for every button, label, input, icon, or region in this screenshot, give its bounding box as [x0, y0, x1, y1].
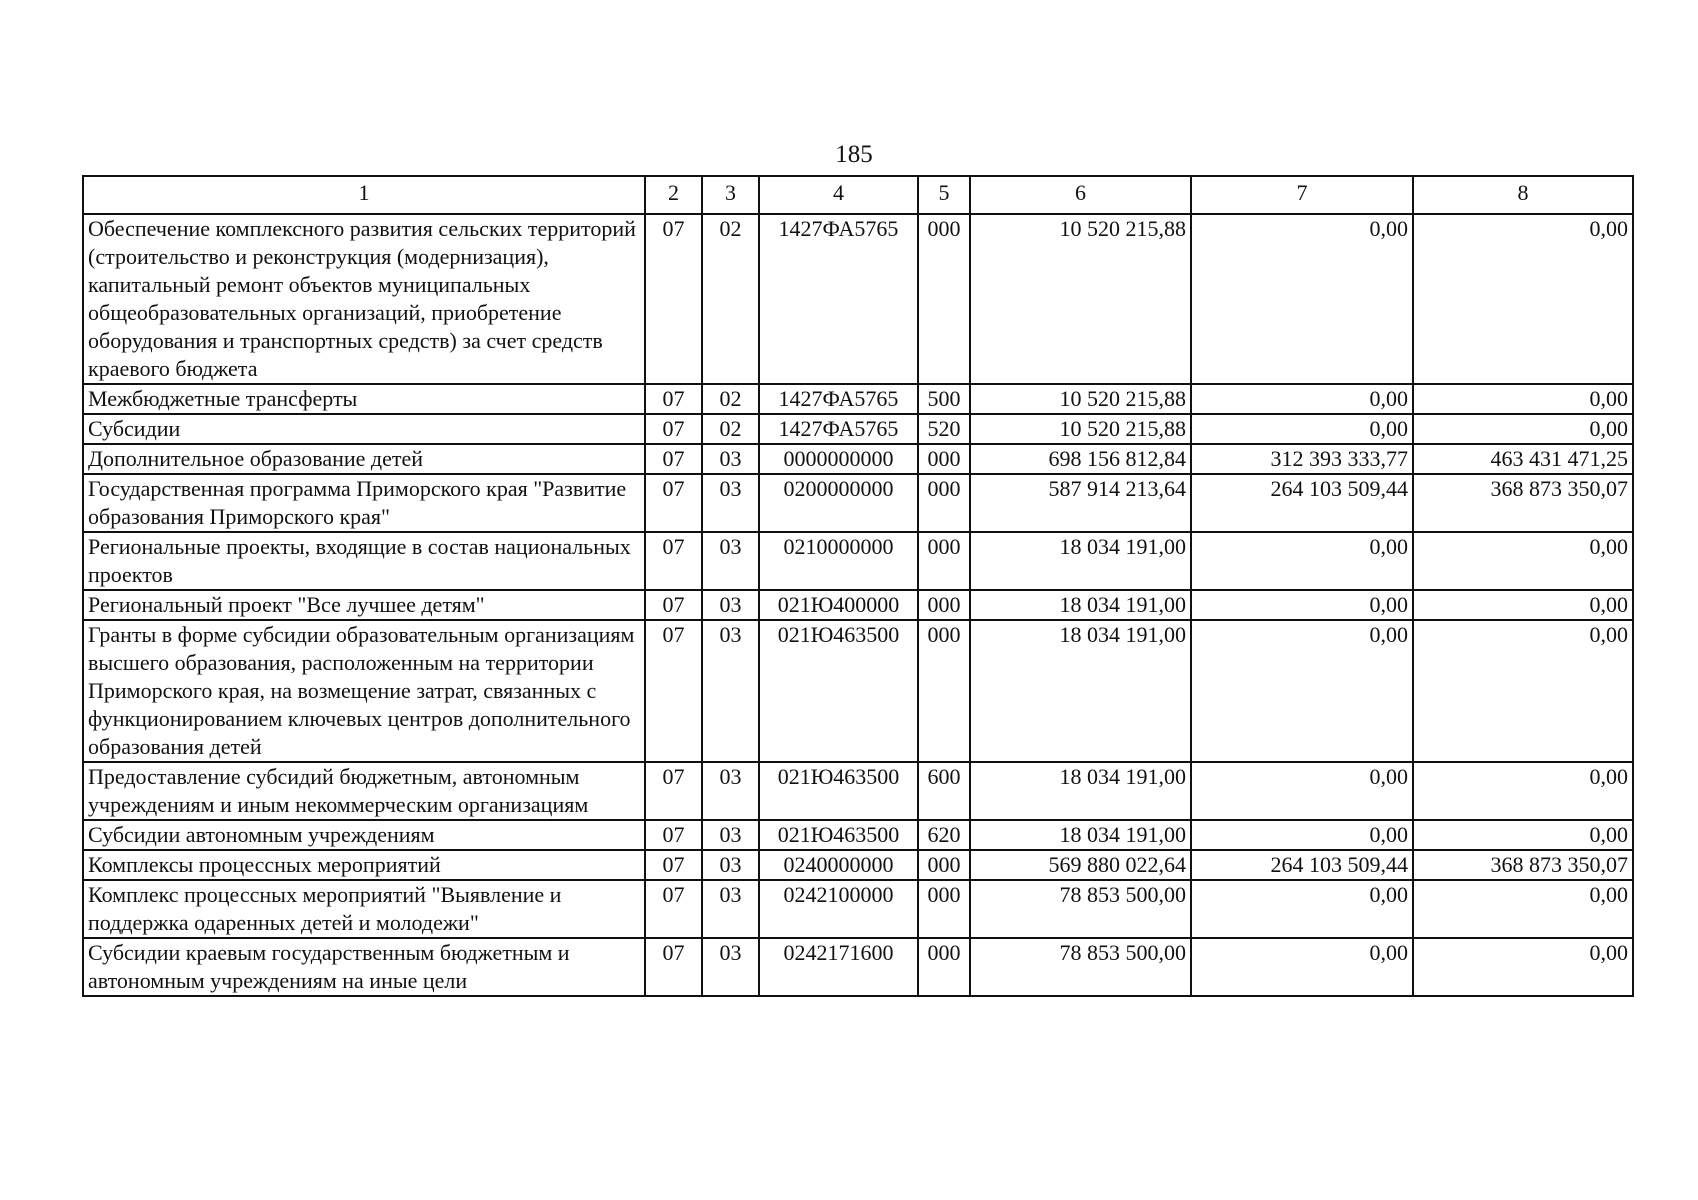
target-article-code: 021Ю463500 — [777, 764, 900, 789]
expense-type-code: 500 — [927, 386, 961, 411]
target-article-code: 0240000000 — [783, 852, 894, 877]
row-name-cell — [83, 850, 645, 880]
row-name: Гранты в форме субсидии образовательным организациям высшего образования, расположенным на территории Приморского края, на возмещение затрат, связанных с функционированием ключевых центров дополнительного образования детей — [88, 622, 635, 759]
amount-col6: 18 034 191,00 — [970, 820, 1191, 850]
section-cell — [645, 880, 702, 938]
target-cell — [759, 820, 918, 850]
amount-col7: 312 393 333,77 — [1191, 444, 1413, 474]
target-article-code: 1427ФА5765 — [778, 386, 899, 411]
amount-col7: 0,00 — [1191, 820, 1413, 850]
target-article-code: 021Ю400000 — [777, 592, 900, 617]
amount-col6: 698 156 812,84 — [970, 444, 1191, 474]
amount-col6: 78 853 500,00 — [970, 938, 1191, 996]
table-row — [83, 850, 1633, 880]
table-row — [83, 880, 1633, 938]
row-name: Государственная программа Приморского края "Развитие образования Приморского края" — [88, 476, 627, 529]
amount-col7: 0,00 — [1191, 590, 1413, 620]
subsection-code: 02 — [719, 416, 742, 441]
row-name-cell — [83, 384, 645, 414]
subsection-cell — [702, 384, 759, 414]
section-code: 07 — [662, 386, 685, 411]
column-header: 4 — [759, 176, 918, 214]
section-code: 07 — [662, 764, 685, 789]
subsection-code: 03 — [719, 534, 742, 559]
section-cell — [645, 214, 702, 384]
row-name-cell — [83, 444, 645, 474]
amount-col7: 264 103 509,44 — [1191, 474, 1413, 532]
target-cell — [759, 850, 918, 880]
amount-col8: 0,00 — [1413, 880, 1633, 938]
expense-type-code: 520 — [927, 416, 961, 441]
target-cell — [759, 620, 918, 762]
amount-col7: 264 103 509,44 — [1191, 850, 1413, 880]
subsection-cell — [702, 532, 759, 590]
target-article-code: 0000000000 — [783, 446, 894, 471]
amount-col6: 78 853 500,00 — [970, 880, 1191, 938]
row-name-cell — [83, 820, 645, 850]
expense-type-code: 000 — [927, 592, 961, 617]
amount-col8: 368 873 350,07 — [1413, 850, 1633, 880]
subsection-cell — [702, 880, 759, 938]
row-name: Дополнительное образование детей — [88, 446, 424, 471]
section-cell — [645, 590, 702, 620]
amount-col6: 18 034 191,00 — [970, 762, 1191, 820]
row-name: Субсидии краевым государственным бюджетным и автономным учреждениям на иные цели — [88, 940, 570, 993]
row-name-cell — [83, 474, 645, 532]
target-article-code: 0242100000 — [783, 882, 894, 907]
table-row — [83, 938, 1633, 996]
amount-col7: 0,00 — [1191, 762, 1413, 820]
amount-col6: 10 520 215,88 — [970, 414, 1191, 444]
section-code: 07 — [662, 622, 685, 647]
expense-type-code: 000 — [927, 216, 961, 241]
target-article-code: 0242171600 — [783, 940, 894, 965]
column-header: 2 — [645, 176, 702, 214]
expense-type-code: 000 — [927, 882, 961, 907]
amount-col8: 0,00 — [1413, 590, 1633, 620]
row-name: Предоставление субсидий бюджетным, автономным учреждениям и иным некоммерческим организациям — [88, 764, 589, 817]
target-cell — [759, 880, 918, 938]
row-name: Комплекс процессных мероприятий "Выявление и поддержка одаренных детей и молодежи" — [88, 882, 562, 935]
section-code: 07 — [662, 852, 685, 877]
subsection-cell — [702, 938, 759, 996]
column-header: 8 — [1413, 176, 1633, 214]
row-name: Субсидии — [88, 416, 181, 441]
expense-type-cell — [918, 444, 970, 474]
table-row — [83, 384, 1633, 414]
subsection-code: 03 — [719, 476, 742, 501]
amount-col8: 0,00 — [1413, 820, 1633, 850]
target-cell — [759, 444, 918, 474]
column-header: 7 — [1191, 176, 1413, 214]
section-code: 07 — [662, 216, 685, 241]
subsection-cell — [702, 850, 759, 880]
subsection-code: 03 — [719, 764, 742, 789]
amount-col7: 0,00 — [1191, 414, 1413, 444]
row-name: Межбюджетные трансферты — [88, 386, 358, 411]
amount-col8: 463 431 471,25 — [1413, 444, 1633, 474]
subsection-code: 03 — [719, 822, 742, 847]
expense-type-code: 000 — [927, 852, 961, 877]
expense-type-code: 620 — [927, 822, 961, 847]
target-article-code: 021Ю463500 — [777, 822, 900, 847]
table-row — [83, 414, 1633, 444]
amount-col7: 0,00 — [1191, 384, 1413, 414]
section-code: 07 — [662, 534, 685, 559]
page-number: 185 — [835, 141, 873, 168]
target-article-code: 021Ю463500 — [777, 622, 900, 647]
subsection-code: 03 — [719, 592, 742, 617]
row-name-cell — [83, 762, 645, 820]
subsection-code: 03 — [719, 852, 742, 877]
row-name-cell — [83, 880, 645, 938]
amount-col6: 18 034 191,00 — [970, 532, 1191, 590]
section-cell — [645, 762, 702, 820]
amount-col7: 0,00 — [1191, 880, 1413, 938]
target-article-code: 0210000000 — [783, 534, 894, 559]
section-cell — [645, 474, 702, 532]
target-cell — [759, 384, 918, 414]
section-code: 07 — [662, 882, 685, 907]
budget-table — [82, 175, 1634, 997]
subsection-cell — [702, 444, 759, 474]
amount-col8: 0,00 — [1413, 620, 1633, 762]
section-cell — [645, 938, 702, 996]
target-cell — [759, 590, 918, 620]
subsection-cell — [702, 414, 759, 444]
subsection-code: 03 — [719, 882, 742, 907]
amount-col8: 0,00 — [1413, 762, 1633, 820]
table-row — [83, 590, 1633, 620]
amount-col8: 0,00 — [1413, 414, 1633, 444]
target-cell — [759, 474, 918, 532]
table-row — [83, 820, 1633, 850]
amount-col6: 587 914 213,64 — [970, 474, 1191, 532]
subsection-cell — [702, 762, 759, 820]
row-name-cell — [83, 414, 645, 444]
table-row — [83, 214, 1633, 384]
subsection-cell — [702, 474, 759, 532]
amount-col6: 10 520 215,88 — [970, 384, 1191, 414]
subsection-code: 02 — [719, 386, 742, 411]
expense-type-cell — [918, 762, 970, 820]
subsection-cell — [702, 820, 759, 850]
section-code: 07 — [662, 822, 685, 847]
expense-type-cell — [918, 938, 970, 996]
table-row — [83, 444, 1633, 474]
amount-col6: 18 034 191,00 — [970, 620, 1191, 762]
target-article-code: 1427ФА5765 — [778, 416, 899, 441]
amount-col7: 0,00 — [1191, 938, 1413, 996]
row-name: Комплексы процессных мероприятий — [88, 852, 441, 877]
row-name: Региональный проект "Все лучшее детям" — [88, 592, 485, 617]
row-name: Субсидии автономным учреждениям — [88, 822, 435, 847]
amount-col8: 0,00 — [1413, 938, 1633, 996]
section-cell — [645, 444, 702, 474]
section-code: 07 — [662, 416, 685, 441]
subsection-cell — [702, 214, 759, 384]
row-name: Обеспечение комплексного развития сельских территорий (строительство и реконструкция (модернизация), капитальный ремонт объектов муниципальных общеобразовательных организаций, приобретение оборудования и транспортных средств) за счет средств краевого бюджета — [88, 216, 636, 381]
amount-col6: 18 034 191,00 — [970, 590, 1191, 620]
target-cell — [759, 214, 918, 384]
expense-type-code: 000 — [927, 534, 961, 559]
section-cell — [645, 532, 702, 590]
expense-type-code: 600 — [927, 764, 961, 789]
expense-type-cell — [918, 474, 970, 532]
section-cell — [645, 850, 702, 880]
table-body — [83, 214, 1633, 996]
expense-type-cell — [918, 532, 970, 590]
expense-type-cell — [918, 214, 970, 384]
section-cell — [645, 384, 702, 414]
target-cell — [759, 762, 918, 820]
header-row — [83, 176, 1633, 214]
amount-col7: 0,00 — [1191, 620, 1413, 762]
row-name-cell — [83, 590, 645, 620]
section-cell — [645, 414, 702, 444]
amount-col6: 569 880 022,64 — [970, 850, 1191, 880]
amount-col6: 10 520 215,88 — [970, 214, 1191, 384]
expense-type-cell — [918, 850, 970, 880]
subsection-cell — [702, 590, 759, 620]
row-name-cell — [83, 938, 645, 996]
section-code: 07 — [662, 592, 685, 617]
column-header: 5 — [918, 176, 970, 214]
target-cell — [759, 938, 918, 996]
amount-col8: 0,00 — [1413, 214, 1633, 384]
expense-type-code: 000 — [927, 622, 961, 647]
section-code: 07 — [662, 446, 685, 471]
subsection-code: 02 — [719, 216, 742, 241]
subsection-cell — [702, 620, 759, 762]
column-header: 6 — [970, 176, 1191, 214]
row-name-cell — [83, 532, 645, 590]
amount-col7: 0,00 — [1191, 532, 1413, 590]
table-row — [83, 762, 1633, 820]
section-cell — [645, 620, 702, 762]
expense-type-cell — [918, 820, 970, 850]
target-article-code: 0200000000 — [783, 476, 894, 501]
expense-type-code: 000 — [927, 476, 961, 501]
expense-type-cell — [918, 620, 970, 762]
table-row — [83, 474, 1633, 532]
section-cell — [645, 820, 702, 850]
amount-col8: 0,00 — [1413, 384, 1633, 414]
table-row — [83, 532, 1633, 590]
expense-type-cell — [918, 384, 970, 414]
amount-col7: 0,00 — [1191, 214, 1413, 384]
expense-type-cell — [918, 590, 970, 620]
subsection-code: 03 — [719, 446, 742, 471]
section-code: 07 — [662, 476, 685, 501]
expense-type-code: 000 — [927, 940, 961, 965]
column-header: 1 — [83, 176, 645, 214]
table-row — [83, 620, 1633, 762]
expense-type-cell — [918, 880, 970, 938]
target-cell — [759, 532, 918, 590]
row-name-cell — [83, 620, 645, 762]
amount-col8: 368 873 350,07 — [1413, 474, 1633, 532]
row-name-cell — [83, 214, 645, 384]
target-article-code: 1427ФА5765 — [778, 216, 899, 241]
subsection-code: 03 — [719, 940, 742, 965]
row-name: Региональные проекты, входящие в состав национальных проектов — [88, 534, 631, 587]
section-code: 07 — [662, 940, 685, 965]
amount-col8: 0,00 — [1413, 532, 1633, 590]
column-header: 3 — [702, 176, 759, 214]
subsection-code: 03 — [719, 622, 742, 647]
expense-type-cell — [918, 414, 970, 444]
target-cell — [759, 414, 918, 444]
expense-type-code: 000 — [927, 446, 961, 471]
